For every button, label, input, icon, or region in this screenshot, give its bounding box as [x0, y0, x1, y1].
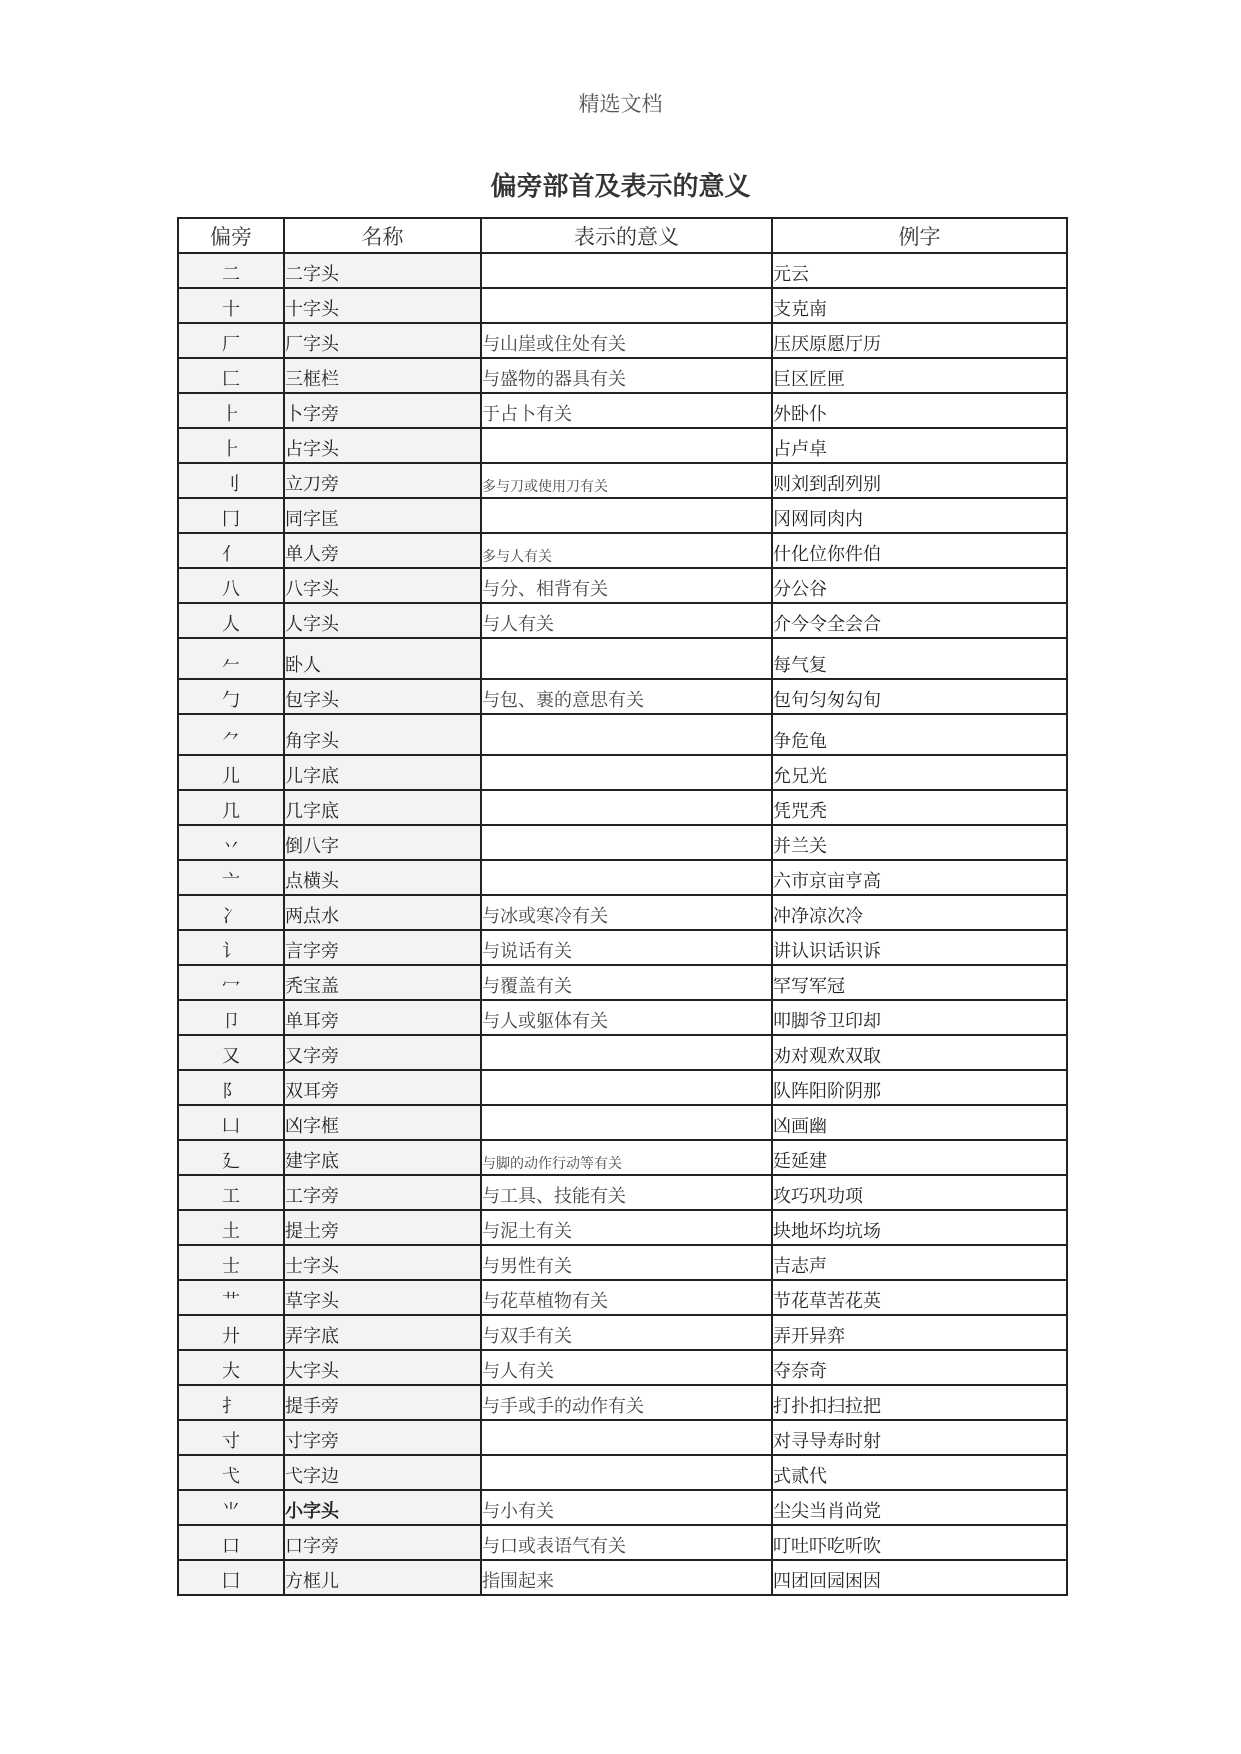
meaning-cell: 与手或手的动作有关 [481, 1385, 772, 1420]
meaning-cell [481, 1105, 772, 1140]
meaning-cell: 与说话有关 [481, 930, 772, 965]
meaning-cell [481, 428, 772, 463]
meaning-cell: 与男性有关 [481, 1245, 772, 1280]
table-header-row [178, 218, 1067, 253]
document-title: 偏旁部首及表示的意义 [490, 172, 751, 202]
table-row [178, 323, 1067, 358]
meaning-cell: 与花草植物有关 [481, 1280, 772, 1315]
meaning-cell: 与覆盖有关 [481, 965, 772, 1000]
radical-cell: 冂 [178, 498, 284, 533]
table-row [178, 638, 1067, 679]
name-cell: 同字匡 [284, 498, 481, 533]
radical-cell: ⺌ [178, 1490, 284, 1525]
table-row [178, 1000, 1067, 1035]
radical-cell: 寸 [178, 1420, 284, 1455]
radical-cell: 扌 [178, 1385, 284, 1420]
name-cell: 卜字旁 [284, 393, 481, 428]
examples-cell: 分公谷 [772, 568, 1067, 603]
table-row [178, 1035, 1067, 1070]
name-cell: 大字头 [284, 1350, 481, 1385]
column-header-meaning: 表示的意义 [481, 218, 772, 253]
table-row [178, 895, 1067, 930]
name-cell: 单人旁 [284, 533, 481, 568]
name-cell: 包字头 [284, 679, 481, 714]
meaning-cell [481, 790, 772, 825]
meaning-cell: 与冰或寒冷有关 [481, 895, 772, 930]
name-cell: 方框儿 [284, 1560, 481, 1595]
name-cell: 又字旁 [284, 1035, 481, 1070]
meaning-cell: 与泥土有关 [481, 1210, 772, 1245]
examples-cell: 凶画幽 [772, 1105, 1067, 1140]
table-row [178, 393, 1067, 428]
name-cell: 口字旁 [284, 1525, 481, 1560]
table-row [178, 1350, 1067, 1385]
table-row [178, 825, 1067, 860]
radical-cell: 十 [178, 288, 284, 323]
name-cell: 倒八字 [284, 825, 481, 860]
column-header-examples: 例字 [772, 218, 1067, 253]
name-cell: 小字头 [284, 1490, 481, 1525]
radical-cell: 阝 [178, 1070, 284, 1105]
table-row [178, 1315, 1067, 1350]
table-row [178, 1210, 1067, 1245]
name-cell: 提手旁 [284, 1385, 481, 1420]
radical-cell: 儿 [178, 755, 284, 790]
meaning-cell: 与包、裹的意思有关 [481, 679, 772, 714]
name-cell: 人字头 [284, 603, 481, 638]
examples-cell: 讲认识话识诉 [772, 930, 1067, 965]
examples-cell: 对寻导寿时射 [772, 1420, 1067, 1455]
name-cell: 寸字旁 [284, 1420, 481, 1455]
meaning-cell [481, 860, 772, 895]
examples-cell: 外卧仆 [772, 393, 1067, 428]
examples-cell: 巨区匠匣 [772, 358, 1067, 393]
examples-cell: 元云 [772, 253, 1067, 288]
examples-cell: 叩脚爷卫印却 [772, 1000, 1067, 1035]
name-cell: 八字头 [284, 568, 481, 603]
meaning-cell [481, 714, 772, 755]
table-row [178, 714, 1067, 755]
examples-cell: 劝对观欢双取 [772, 1035, 1067, 1070]
examples-cell: 块地坏均坑场 [772, 1210, 1067, 1245]
name-cell: 儿字底 [284, 755, 481, 790]
examples-cell: 争危龟 [772, 714, 1067, 755]
table-row [178, 1070, 1067, 1105]
page-header: 精选文档 [578, 92, 663, 116]
meaning-cell: 多与刀或使用刀有关 [481, 463, 772, 498]
name-cell: 弋字边 [284, 1455, 481, 1490]
table-row [178, 253, 1067, 288]
table-row [178, 603, 1067, 638]
meaning-cell: 与小有关 [481, 1490, 772, 1525]
table-row [178, 1175, 1067, 1210]
meaning-cell: 与人或躯体有关 [481, 1000, 772, 1035]
name-cell: 弄字底 [284, 1315, 481, 1350]
name-cell: 两点水 [284, 895, 481, 930]
name-cell: 立刀旁 [284, 463, 481, 498]
table-row [178, 1140, 1067, 1175]
radical-cell: 亠 [178, 860, 284, 895]
examples-cell: 什化位你件伯 [772, 533, 1067, 568]
name-cell: 十字头 [284, 288, 481, 323]
meaning-cell [481, 498, 772, 533]
name-cell: 单耳旁 [284, 1000, 481, 1035]
examples-cell: 六市京亩亨高 [772, 860, 1067, 895]
meaning-cell [481, 638, 772, 679]
examples-cell: 占卢卓 [772, 428, 1067, 463]
examples-cell: 则刘到刮列别 [772, 463, 1067, 498]
meaning-cell: 于占卜有关 [481, 393, 772, 428]
meaning-cell: 与工具、技能有关 [481, 1175, 772, 1210]
radical-cell: 廴 [178, 1140, 284, 1175]
table-row [178, 755, 1067, 790]
meaning-cell [481, 1035, 772, 1070]
table-row [178, 1455, 1067, 1490]
examples-cell: 凭咒秃 [772, 790, 1067, 825]
table-row [178, 358, 1067, 393]
table-row [178, 568, 1067, 603]
examples-cell: 弄开异弈 [772, 1315, 1067, 1350]
table-row [178, 1420, 1067, 1455]
radical-cell: 讠 [178, 930, 284, 965]
examples-cell: 冲净凉次冷 [772, 895, 1067, 930]
name-cell: 厂字头 [284, 323, 481, 358]
name-cell: 士字头 [284, 1245, 481, 1280]
table-row [178, 1245, 1067, 1280]
table-row [178, 463, 1067, 498]
radical-cell: 厂 [178, 323, 284, 358]
table-row [178, 1560, 1067, 1595]
radical-cell: 士 [178, 1245, 284, 1280]
name-cell: 草字头 [284, 1280, 481, 1315]
table-row [178, 860, 1067, 895]
examples-cell: 夺奈奇 [772, 1350, 1067, 1385]
examples-cell: 每气复 [772, 638, 1067, 679]
meaning-cell [481, 1420, 772, 1455]
radical-cell: 工 [178, 1175, 284, 1210]
meaning-cell [481, 1455, 772, 1490]
name-cell: 工字旁 [284, 1175, 481, 1210]
radical-cell: 刂 [178, 463, 284, 498]
radical-cell: 冫 [178, 895, 284, 930]
table-row [178, 498, 1067, 533]
name-cell: 角字头 [284, 714, 481, 755]
meaning-cell [481, 288, 772, 323]
radical-cell: 丷 [178, 825, 284, 860]
radical-cell: 几 [178, 790, 284, 825]
examples-cell: 四团回园困因 [772, 1560, 1067, 1595]
examples-cell: 允兄光 [772, 755, 1067, 790]
radical-cell: 口 [178, 1525, 284, 1560]
examples-cell: 式贰代 [772, 1455, 1067, 1490]
examples-cell: 介今令全会合 [772, 603, 1067, 638]
meaning-cell [481, 755, 772, 790]
table-row [178, 1105, 1067, 1140]
meaning-cell: 与人有关 [481, 603, 772, 638]
name-cell: 秃宝盖 [284, 965, 481, 1000]
table-row [178, 428, 1067, 463]
name-cell: 卧人 [284, 638, 481, 679]
examples-cell: 冈网同肉内 [772, 498, 1067, 533]
radical-cell: 匚 [178, 358, 284, 393]
radicals-table [177, 217, 1068, 1596]
name-cell: 建字底 [284, 1140, 481, 1175]
name-cell: 几字底 [284, 790, 481, 825]
name-cell: 言字旁 [284, 930, 481, 965]
meaning-cell: 与人有关 [481, 1350, 772, 1385]
radical-cell: 亻 [178, 533, 284, 568]
radical-cell: ⺊ [178, 428, 284, 463]
name-cell: 占字头 [284, 428, 481, 463]
radical-cell: 凵 [178, 1105, 284, 1140]
examples-cell: 压厌原愿厅历 [772, 323, 1067, 358]
examples-cell: 廷延建 [772, 1140, 1067, 1175]
table-row [178, 1490, 1067, 1525]
examples-cell: 打扑扣扫拉把 [772, 1385, 1067, 1420]
radical-cell: 廾 [178, 1315, 284, 1350]
radical-cell: 大 [178, 1350, 284, 1385]
meaning-cell: 与山崖或住处有关 [481, 323, 772, 358]
name-cell: 二字头 [284, 253, 481, 288]
name-cell: 提土旁 [284, 1210, 481, 1245]
examples-cell: 叮吐吓吃听吹 [772, 1525, 1067, 1560]
column-header-radical: 偏旁 [178, 218, 284, 253]
radical-cell: 卩 [178, 1000, 284, 1035]
table-row [178, 533, 1067, 568]
table-body [178, 253, 1067, 1595]
examples-cell: 节花草苦花英 [772, 1280, 1067, 1315]
radical-cell: 土 [178, 1210, 284, 1245]
examples-cell: 队阵阳阶阴那 [772, 1070, 1067, 1105]
table-row [178, 1525, 1067, 1560]
meaning-cell [481, 1070, 772, 1105]
radical-cell: 八 [178, 568, 284, 603]
table-row [178, 790, 1067, 825]
table-row [178, 965, 1067, 1000]
table-row [178, 930, 1067, 965]
radical-cell: ⺊ [178, 393, 284, 428]
meaning-cell [481, 825, 772, 860]
name-cell: 双耳旁 [284, 1070, 481, 1105]
column-header-name: 名称 [284, 218, 481, 253]
examples-cell: 包句匀匆勾旬 [772, 679, 1067, 714]
table-row [178, 288, 1067, 323]
radical-cell: 勹 [178, 679, 284, 714]
meaning-cell: 多与人有关 [481, 533, 772, 568]
meaning-cell: 与脚的动作行动等有关 [481, 1140, 772, 1175]
radical-cell: 人 [178, 603, 284, 638]
meaning-cell [481, 253, 772, 288]
examples-cell: 尘尖当肖尚党 [772, 1490, 1067, 1525]
meaning-cell: 与分、相背有关 [481, 568, 772, 603]
name-cell: 三框栏 [284, 358, 481, 393]
examples-cell: 并兰关 [772, 825, 1067, 860]
radical-cell: 冖 [178, 965, 284, 1000]
examples-cell: 支克南 [772, 288, 1067, 323]
radical-cell: 二 [178, 253, 284, 288]
examples-cell: 攻巧巩功项 [772, 1175, 1067, 1210]
meaning-cell: 指围起来 [481, 1560, 772, 1595]
name-cell: 点横头 [284, 860, 481, 895]
examples-cell: 罕写军冠 [772, 965, 1067, 1000]
table-row [178, 1280, 1067, 1315]
name-cell: 凶字框 [284, 1105, 481, 1140]
table-row [178, 1385, 1067, 1420]
radical-cell: 又 [178, 1035, 284, 1070]
meaning-cell: 与双手有关 [481, 1315, 772, 1350]
meaning-cell: 与盛物的器具有关 [481, 358, 772, 393]
radical-cell: 弋 [178, 1455, 284, 1490]
radical-cell: 𠂉 [178, 638, 284, 679]
radical-cell: 艹 [178, 1280, 284, 1315]
meaning-cell: 与口或表语气有关 [481, 1525, 772, 1560]
radical-cell: ⺈ [178, 714, 284, 755]
table-row [178, 679, 1067, 714]
radical-cell: 囗 [178, 1560, 284, 1595]
examples-cell: 吉志声 [772, 1245, 1067, 1280]
